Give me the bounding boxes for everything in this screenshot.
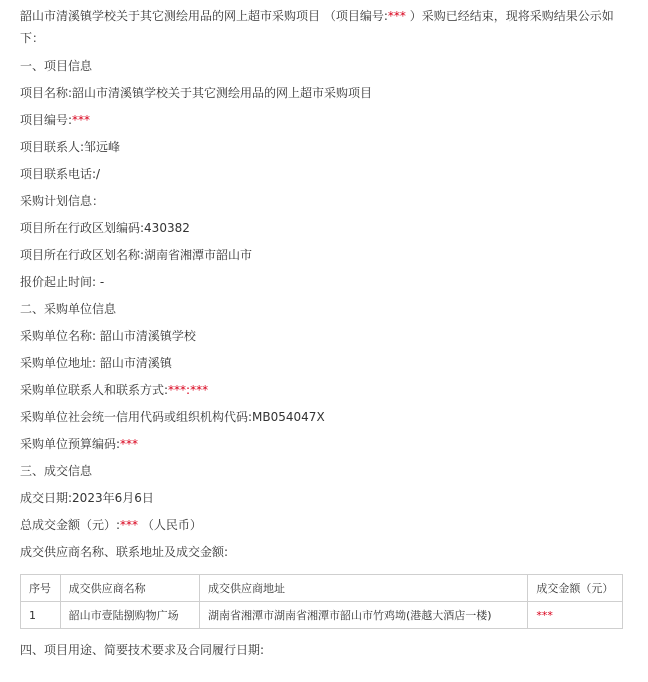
intro-text-b: ）采购已经结束，现将采购结果公示如下：: [20, 9, 614, 45]
unit-address-row: [20, 350, 630, 377]
project-contact-label: 项目联系人:: [20, 140, 85, 154]
total-amount-label: 总成交金额（元）:: [20, 518, 121, 532]
deal-date-label: 成交日期:: [20, 491, 73, 505]
project-code-label: 项目编号:: [20, 113, 73, 127]
table-header-row: [21, 575, 623, 602]
col-header-amount: 成交金额（元）: [528, 575, 623, 602]
intro-paragraph: [20, 5, 625, 49]
deal-date-row: [20, 485, 630, 512]
unit-name-value: 韶山市清溪镇学校: [96, 329, 196, 343]
total-amount-unit: （人民币）: [138, 518, 202, 532]
row-no: 1: [21, 602, 61, 629]
project-code-row: [20, 107, 630, 134]
plan-info-label: 采购计划信息：: [20, 194, 105, 208]
col-header-no: 序号: [21, 575, 61, 602]
region-code-value: 430382: [144, 221, 190, 235]
row-amount: ***: [528, 602, 623, 629]
credit-code-label: 采购单位社会统一信用代码或组织机构代码:: [20, 410, 253, 424]
table-row: [21, 602, 623, 629]
row-supplier-name: 韶山市壹陆捌购物广场: [60, 602, 199, 629]
unit-address-value: 韶山市清溪镇: [96, 356, 172, 370]
region-code-row: [20, 215, 630, 242]
region-name-row: [20, 242, 630, 269]
total-amount-row: [20, 512, 630, 539]
project-contact-value: 邹远峰: [84, 140, 121, 154]
credit-code-row: [20, 404, 630, 431]
intro-text-a: 韶山市清溪镇学校关于其它测绘用品的网上超市采购项目 （项目编号:: [20, 9, 388, 23]
section4-heading: 四、项目用途、简要技术要求及合同履行日期:: [20, 643, 265, 657]
deal-date-value: 2023年6月6日: [72, 491, 154, 505]
region-name-label: 项目所在行政区划名称:: [20, 248, 145, 262]
announcement-document: [20, 0, 630, 664]
section1-heading: 一、项目信息: [20, 59, 93, 73]
project-phone-row: [20, 161, 630, 188]
unit-contact-value: ***:***: [168, 383, 209, 397]
unit-contact-label: 采购单位联系人和联系方式:: [20, 383, 169, 397]
unit-name-row: [20, 323, 630, 350]
budget-code-value: ***: [120, 437, 139, 451]
quote-deadline-row: [20, 269, 630, 296]
project-code-value: ***: [72, 113, 91, 127]
section3-heading: 三、成交信息: [20, 464, 93, 478]
quote-deadline-label: 报价起止时间:: [20, 275, 97, 289]
total-amount-value: ***: [120, 518, 139, 532]
region-code-label: 项目所在行政区划编码:: [20, 221, 145, 235]
col-header-supplier-address: 成交供应商地址: [199, 575, 527, 602]
unit-contact-row: [20, 377, 630, 404]
quote-deadline-value: -: [96, 275, 105, 289]
project-phone-label: 项目联系电话:: [20, 167, 97, 181]
unit-address-label: 采购单位地址:: [20, 356, 97, 370]
budget-code-row: [20, 431, 630, 458]
col-header-supplier-name: 成交供应商名称: [60, 575, 199, 602]
budget-code-label: 采购单位预算编码:: [20, 437, 121, 451]
section2-heading: 二、采购单位信息: [20, 302, 117, 316]
project-name-label: 项目名称:: [20, 86, 73, 100]
unit-name-label: 采购单位名称:: [20, 329, 97, 343]
intro-project-code: ***: [387, 9, 406, 23]
row-supplier-address: 湖南省湘潭市湖南省湘潭市韶山市竹鸡坳(港越大酒店一楼): [199, 602, 527, 629]
project-name-value: 韶山市清溪镇学校关于其它测绘用品的网上超市采购项目: [72, 86, 373, 100]
region-name-value: 湖南省湘潭市韶山市: [144, 248, 253, 262]
supplier-info-label: 成交供应商名称、联系地址及成交金额:: [20, 545, 229, 559]
supplier-table: [20, 574, 623, 629]
project-name-row: [20, 80, 630, 107]
project-phone-value: /: [96, 167, 101, 181]
credit-code-value: MB054047X: [252, 410, 325, 424]
project-contact-row: [20, 134, 630, 161]
